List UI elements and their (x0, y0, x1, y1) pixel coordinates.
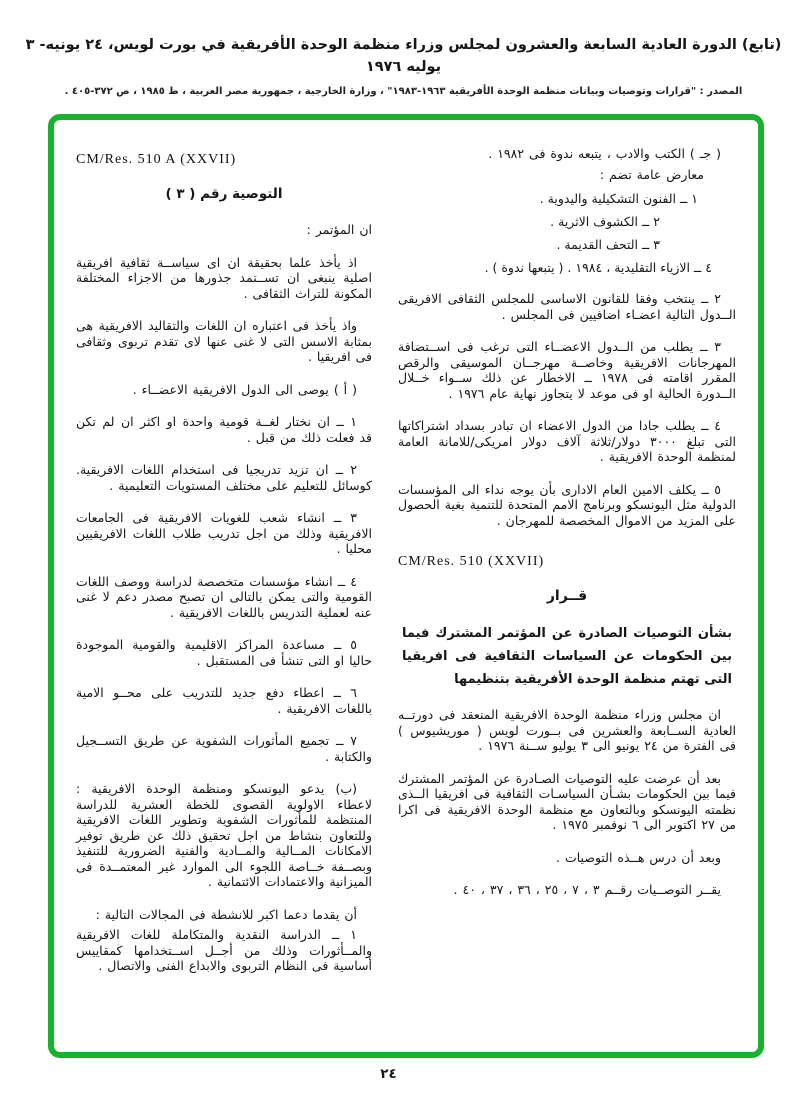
item-c-subheading: معارض عامة تضم : (599, 166, 704, 182)
operative-paragraph-5: ٥ ــ يكلف الامين العام الادارى بأن يوجه نداء الى المؤسسات الدولية مثل اليونسكو وبرنامج الامم المتحدة للتنمية بغية الحصول على المزيد من الاموال المخصصة للمهرجان . (398, 481, 736, 528)
exhibit-item: ٤ ــ الازياء التقليدية ، ١٩٨٤ . ( يتبعها ندوة ) . (484, 260, 712, 275)
source-citation: المصدر : "قرارات وتوصيات وبيانات منظمة الوحدة الأفريقية ١٩٦٣-١٩٨٣" ، وزارة الخارجية ، جمهورية مصر العربية ، ط ١٩٨٥ ، ص ٣٧٢-٤٠٥ . (64, 86, 743, 97)
exhibit-item: ٣ ــ التحف القديمة . (556, 237, 660, 252)
exhibit-item: ٢ ــ الكشوف الاثرية . (550, 214, 660, 229)
session-title: (تابع) الدورة العادية السابعة والعشرون لمجلس وزراء منظمة الوحدة الأفريقية في بورت لويس، ٢٤ يونيه- ٣ يوليه ١٩٧٦ (25, 37, 782, 75)
recommendation-item: ٥ ــ مساعدة المراكز الاقليمية والقومية الموجودة حاليا او التى تنشأ فى المستقبل . (76, 637, 372, 668)
recommendation-reference: CM/Res. 510 A (XXVII) (76, 152, 237, 167)
recommendation-item: ١ ــ ان نختار لغــة قومية واحدة او اكثر ان لم تكن قد فعلت ذلك من قبل . (76, 414, 372, 445)
recommendation-item: ٧ ــ تجميع المأثورات الشفوية عن طريق التســجيل والكتابة . (76, 733, 372, 764)
area-item: ١ ــ الدراسة النقدية والمتكاملة للغات الافريقية والمــأثورات وذلك من أجــل اســتخدامها كمقاييس أساسية فى النظام التربوى والابداع الفنى والاتصال . (76, 927, 372, 973)
section-b-paragraph: (ب) يدعو اليونسكو ومنظمة الوحدة الافريقية : لاعطاء الاولوية القصوى للخطة العشرية للدراسة المنتظمة للمأثورات الشفوية وتطوير اللغات الافريقية وللتعاون بنشاط من اجل تحقيق ذلك عن طريق توفير الامكانات المــالية والمــادية والفنية الضرورية للتنفيذ وبصــفة خــاصة اللجوء الى الموارد غير المعتمــدة فى الميزانية والاعتمادات الائتمانية . (76, 781, 372, 889)
preamble-paragraph: ان مجلس وزراء منظمة الوحدة الافريقية المنعقد فى دورتــه العادية الســابعة والعشرين فى بــورت لويس ( موريشيوس ) فى الفترة من ٢٤ يونيو الى ٣ يوليو ســنة ١٩٧٦ . (398, 707, 736, 753)
document-header (0, 34, 807, 97)
item-c-heading: ( جـ ) الكتب والادب ، يتبعه ندوة فى ١٩٨٢ . (488, 146, 721, 161)
resolution-reference: CM/Res. 510 (XXVII) (398, 554, 545, 569)
recommendation-item: ٤ ــ انشاء مؤسسات متخصصة لدراسة ووصف اللغات القومية والتى يمكن بالتالى ان تصبح مصدر دعم لا غنى عنه لعملية التدريس باللغات الافريقية . (76, 573, 372, 620)
resolution-heading: قــرار (546, 588, 588, 604)
column-left (76, 146, 372, 1036)
recommendation-item: ٣ ــ انشاء شعب للغويات الافريقية فى الجامعات الافريقية وذلك من اجل تدريب طلاب اللغات الافريقيين محليا . (76, 510, 372, 556)
two-column-layout (76, 146, 736, 1036)
section-a-heading: ( أ ) يوصى الى الدول الافريقية الاعضــاء . (132, 381, 357, 397)
recommendation-item: ٦ ــ اعطاء دفع جديد للتدريب على محــو الامية باللغات الافريقية . (76, 685, 372, 716)
operative-approval: يقــر التوصــيات رقــم ٣ ، ٧ ، ٢٥ ، ٣٦ ، ٣٧ ، ٤٠ . (453, 882, 721, 897)
page-number: ٢٤ (380, 1066, 397, 1082)
operative-paragraph-2: ٢ ــ ينتخب وفقا للقانون الاساسى للمجلس الثقافى الافريقى الــدول التالية اعضـاء اضافيين فى المجلس . (398, 291, 736, 322)
operative-paragraph-4: ٤ ــ يطلب جادا من الدول الاعضاء ان تبادر بسداد اشتراكاتها التى تبلغ ٣٠٠٠ دولار/ثلاثة آلاف دولار امريكى/للامانة العامة لمنظمة الوحدة الافريقية . (398, 418, 737, 464)
operative-paragraph-3: ٣ ــ يطلب من الــدول الاعضــاء التى ترغب فى اســتضافة المهرجانات الافريقية وخاصــة مهرجــان الموسيقى والرقص المقرر اقامته فى ١٩٧٨ ــ الاخطار عن ذلك ســواء خــلال الــدورة الحالية او فى موعد لا يتجاوز نهاية عام ١٩٧٦ . (398, 339, 736, 401)
preamble-paragraph: وبعد أن درس هــذه التوصيات . (556, 849, 721, 865)
preamble-paragraph: واذ يأخذ فى اعتباره ان اللغات والتقاليد الافريقية هى بمثابة الاسس التى لا غنى عنها لاى تقدم تربوى وثقافى فى افريقيا . (76, 318, 372, 364)
exhibit-item: ١ ــ الفنون التشكيلية واليدوية . (539, 191, 698, 206)
preamble-paragraph: اذ يأخذ علما بحقيقة ان اى سياســة ثقافية افريقية اصلية ينبغى ان تســتمد جذورها من الاجزاء المختلفة المكونة للتراث الثقافى . (76, 254, 372, 301)
conference-intro: ان المؤتمر : (306, 222, 372, 237)
column-right (398, 146, 736, 1036)
recommendation-item: ٢ ــ ان تزيد تدريجيا فى استخدام اللغات الافريقية. كوسائل للتعليم على مختلف المستويات التعليمية . (76, 462, 372, 493)
green-border-frame (48, 114, 764, 1058)
recommendation-heading: التوصية رقم ( ٣ ) (165, 186, 283, 202)
resolution-subject: بشأن التوصيات الصادرة عن المؤتمر المشترك فيما بين الحكومات عن السياسات الثقافية فى افريقيا التى تهتم منظمة الوحدة الأفريقية بتنظيمها (402, 626, 732, 687)
closing-line: أن يقدما دعما اكبر للانشطة فى المجالات التالية : (95, 906, 357, 922)
preamble-paragraph: بعد أن عرضت عليه التوصيات الصـادرة عن المؤتمر المشترك فيما بين الحكومات بشـأن السياسـات الثقافية فى افريقيا الــذى نظمته اليونسكو وبالتعاون مع منظمة الوحدة الافريقية فى اكرا من ٢٧ اكتوبر الى ٦ نوفمبر ١٩٧٥ . (398, 770, 736, 832)
